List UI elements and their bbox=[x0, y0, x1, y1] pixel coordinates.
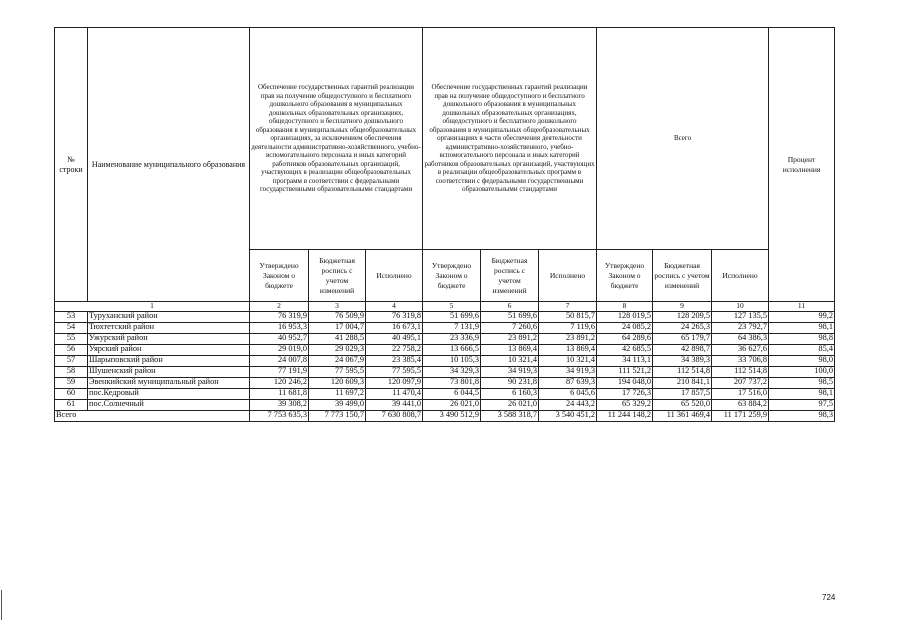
value-c4: 40 495,1 bbox=[366, 333, 423, 344]
value-c6: 26 021,0 bbox=[481, 399, 539, 410]
value-c5: 6 044,5 bbox=[423, 388, 481, 399]
percent-value: 85,4 bbox=[769, 344, 835, 355]
total-value-c7: 3 540 451,2 bbox=[539, 410, 597, 421]
value-c10: 17 516,0 bbox=[712, 388, 769, 399]
percent-value: 98,8 bbox=[769, 333, 835, 344]
value-c8: 65 329,2 bbox=[597, 399, 653, 410]
value-c4: 120 097,9 bbox=[366, 377, 423, 388]
total-value-c3: 7 773 150,7 bbox=[309, 410, 366, 421]
value-c2: 11 681,8 bbox=[250, 388, 309, 399]
value-c8: 194 048,0 bbox=[597, 377, 653, 388]
value-c10: 64 386,3 bbox=[712, 333, 769, 344]
total-value-c2: 7 753 635,3 bbox=[250, 410, 309, 421]
subheader-executed-3: Исполнено bbox=[712, 250, 769, 302]
value-c6: 34 919,3 bbox=[481, 366, 539, 377]
value-c8: 24 085,2 bbox=[597, 322, 653, 333]
value-c10: 33 706,8 bbox=[712, 355, 769, 366]
municipality-name: пос.Солнечный bbox=[88, 399, 250, 410]
municipality-name: Эвенкийский муниципальный район bbox=[88, 377, 250, 388]
value-c3: 77 595,5 bbox=[309, 366, 366, 377]
percent-value: 100,0 bbox=[769, 366, 835, 377]
subheader-approved-3: Утверждено Законом о бюджете bbox=[597, 250, 653, 302]
row-index: 61 bbox=[55, 399, 88, 410]
value-c3: 41 288,5 bbox=[309, 333, 366, 344]
column-number-4: 4 bbox=[366, 302, 423, 312]
header-group-total: Всего bbox=[597, 28, 769, 250]
value-c9: 17 857,5 bbox=[653, 388, 712, 399]
value-c10: 112 514,8 bbox=[712, 366, 769, 377]
table-row bbox=[55, 333, 835, 344]
subheader-approved-1: Утверждено Законом о бюджете bbox=[250, 250, 309, 302]
table-row bbox=[55, 344, 835, 355]
municipality-name: Ужурский район bbox=[88, 333, 250, 344]
value-c9: 128 209,5 bbox=[653, 311, 712, 322]
value-c3: 39 499,0 bbox=[309, 399, 366, 410]
value-c9: 112 514,8 bbox=[653, 366, 712, 377]
percent-value: 98,1 bbox=[769, 388, 835, 399]
budget-execution-table bbox=[54, 27, 835, 422]
value-c5: 26 021,0 bbox=[423, 399, 481, 410]
value-c4: 16 673,1 bbox=[366, 322, 423, 333]
page-number: 724 bbox=[822, 593, 836, 602]
value-c7: 87 639,3 bbox=[539, 377, 597, 388]
value-c6: 51 699,6 bbox=[481, 311, 539, 322]
value-c9: 65 179,7 bbox=[653, 333, 712, 344]
value-c5: 7 131,9 bbox=[423, 322, 481, 333]
percent-value: 97,5 bbox=[769, 399, 835, 410]
percent-value: 99,2 bbox=[769, 311, 835, 322]
total-value-c11: 98,3 bbox=[769, 410, 835, 421]
value-c7: 10 321,4 bbox=[539, 355, 597, 366]
column-number-2: 2 bbox=[250, 302, 309, 312]
value-c5: 51 699,6 bbox=[423, 311, 481, 322]
column-number-10: 10 bbox=[712, 302, 769, 312]
subheader-budget-1: Бюджетная роспись с учетом изменений bbox=[309, 250, 366, 302]
row-index: 57 bbox=[55, 355, 88, 366]
total-value-c9: 11 361 469,4 bbox=[653, 410, 712, 421]
value-c8: 34 113,1 bbox=[597, 355, 653, 366]
row-index: 59 bbox=[55, 377, 88, 388]
value-c3: 17 004,7 bbox=[309, 322, 366, 333]
value-c9: 65 520,0 bbox=[653, 399, 712, 410]
value-c10: 207 737,2 bbox=[712, 377, 769, 388]
row-index: 58 bbox=[55, 366, 88, 377]
value-c2: 77 191,9 bbox=[250, 366, 309, 377]
value-c10: 63 884,2 bbox=[712, 399, 769, 410]
row-index: 56 bbox=[55, 344, 88, 355]
column-number-6: 6 bbox=[481, 302, 539, 312]
edge-mark bbox=[1, 590, 2, 620]
column-number-8: 8 bbox=[597, 302, 653, 312]
value-c8: 111 521,2 bbox=[597, 366, 653, 377]
value-c6: 90 231,8 bbox=[481, 377, 539, 388]
value-c3: 29 029,3 bbox=[309, 344, 366, 355]
percent-value: 98,1 bbox=[769, 322, 835, 333]
percent-value: 98,5 bbox=[769, 377, 835, 388]
value-c6: 13 869,4 bbox=[481, 344, 539, 355]
value-c2: 16 953,3 bbox=[250, 322, 309, 333]
value-c5: 10 105,3 bbox=[423, 355, 481, 366]
table-row bbox=[55, 377, 835, 388]
value-c3: 24 067,9 bbox=[309, 355, 366, 366]
subheader-executed-1: Исполнено bbox=[366, 250, 423, 302]
header-group-general-staff: Обеспечение государственных гарантий реализации прав на получение общедоступного и бесплатного дошкольного образования в муниципальных дошкольных образовательных организациях, общедоступного и бесплатного дошкольного образования в муниципальных общеобразовательных организациях, за исключением обеспечения деятельности административно-хозяйственного, учебно-вспомогательного персонала и иных категорий работников образовательных организаций, участвующих в реализации общеобразовательных программ в соответствии с федеральными государственными образовательными стандартами bbox=[250, 28, 423, 250]
value-c6: 6 160,3 bbox=[481, 388, 539, 399]
row-index: 53 bbox=[55, 311, 88, 322]
municipality-name: Шушенский район bbox=[88, 366, 250, 377]
value-c2: 40 952,7 bbox=[250, 333, 309, 344]
value-c7: 34 919,3 bbox=[539, 366, 597, 377]
value-c7: 7 119,6 bbox=[539, 322, 597, 333]
table-row bbox=[55, 366, 835, 377]
value-c8: 17 726,3 bbox=[597, 388, 653, 399]
total-label: Всего bbox=[55, 410, 250, 421]
value-c7: 6 045,6 bbox=[539, 388, 597, 399]
value-c4: 22 758,2 bbox=[366, 344, 423, 355]
total-value-c4: 7 630 808,7 bbox=[366, 410, 423, 421]
value-c9: 24 265,3 bbox=[653, 322, 712, 333]
value-c9: 42 898,7 bbox=[653, 344, 712, 355]
value-c3: 76 509,9 bbox=[309, 311, 366, 322]
subheader-budget-2: Бюджетная роспись с учетом изменений bbox=[481, 250, 539, 302]
value-c5: 73 801,8 bbox=[423, 377, 481, 388]
value-c6: 23 891,2 bbox=[481, 333, 539, 344]
value-c5: 23 336,9 bbox=[423, 333, 481, 344]
municipality-name: Тюхтетский район bbox=[88, 322, 250, 333]
value-c10: 23 792,7 bbox=[712, 322, 769, 333]
value-c2: 24 007,8 bbox=[250, 355, 309, 366]
value-c4: 39 441,0 bbox=[366, 399, 423, 410]
value-c5: 34 329,3 bbox=[423, 366, 481, 377]
value-c7: 24 443,2 bbox=[539, 399, 597, 410]
municipality-name: Шарыповский район bbox=[88, 355, 250, 366]
value-c7: 13 869,4 bbox=[539, 344, 597, 355]
subheader-approved-2: Утверждено Законом о бюджете bbox=[423, 250, 481, 302]
value-c7: 50 815,7 bbox=[539, 311, 597, 322]
header-municipality-name: Наименование муниципального образования bbox=[88, 28, 250, 302]
header-group-support-staff: Обеспечение государственных гарантий реализации прав на получение общедоступного и бесплатного дошкольного образования в муниципальных дошкольных образовательных организациях, общедоступного и бесплатного дошкольного образования в муниципальных общеобразовательных организациях в части обеспечения деятельности административно-хозяйственного, учебно-вспомогательного персонала и иных категорий работников образовательных организаций, участвующих в реализации общеобразовательных программ в соответствии с федеральными государственными образовательными стандартами bbox=[423, 28, 597, 250]
total-row bbox=[55, 410, 835, 421]
value-c10: 127 135,5 bbox=[712, 311, 769, 322]
column-number-5: 5 bbox=[423, 302, 481, 312]
column-number-3: 3 bbox=[309, 302, 366, 312]
value-c6: 10 321,4 bbox=[481, 355, 539, 366]
subheader-executed-2: Исполнено bbox=[539, 250, 597, 302]
value-c3: 120 609,3 bbox=[309, 377, 366, 388]
municipality-name: пос.Кедровый bbox=[88, 388, 250, 399]
value-c2: 76 319,9 bbox=[250, 311, 309, 322]
value-c2: 39 308,2 bbox=[250, 399, 309, 410]
value-c4: 77 595,5 bbox=[366, 366, 423, 377]
column-number-1: 1 bbox=[55, 302, 250, 312]
value-c8: 128 019,5 bbox=[597, 311, 653, 322]
column-number-9: 9 bbox=[653, 302, 712, 312]
table-row bbox=[55, 388, 835, 399]
table-row bbox=[55, 355, 835, 366]
value-c5: 13 666,5 bbox=[423, 344, 481, 355]
table-row bbox=[55, 322, 835, 333]
total-value-c5: 3 490 512,9 bbox=[423, 410, 481, 421]
value-c4: 76 319,8 bbox=[366, 311, 423, 322]
percent-value: 98,0 bbox=[769, 355, 835, 366]
value-c8: 64 289,6 bbox=[597, 333, 653, 344]
value-c2: 120 246,2 bbox=[250, 377, 309, 388]
value-c4: 11 470,4 bbox=[366, 388, 423, 399]
table-row bbox=[55, 311, 835, 322]
column-number-7: 7 bbox=[539, 302, 597, 312]
value-c6: 7 260,6 bbox=[481, 322, 539, 333]
row-index: 60 bbox=[55, 388, 88, 399]
value-c8: 42 685,5 bbox=[597, 344, 653, 355]
row-index: 55 bbox=[55, 333, 88, 344]
value-c10: 36 627,6 bbox=[712, 344, 769, 355]
municipality-name: Уярский район bbox=[88, 344, 250, 355]
row-index: 54 bbox=[55, 322, 88, 333]
value-c2: 29 019,0 bbox=[250, 344, 309, 355]
header-row-number: № строки bbox=[55, 28, 88, 302]
value-c9: 34 389,3 bbox=[653, 355, 712, 366]
header-percent: Процент исполнения bbox=[769, 28, 835, 302]
total-value-c6: 3 588 318,7 bbox=[481, 410, 539, 421]
municipality-name: Туруханский район bbox=[88, 311, 250, 322]
value-c3: 11 697,2 bbox=[309, 388, 366, 399]
value-c4: 23 385,4 bbox=[366, 355, 423, 366]
subheader-budget-3: Бюджетная роспись с учетом изменений bbox=[653, 250, 712, 302]
total-value-c8: 11 244 148,2 bbox=[597, 410, 653, 421]
table-row bbox=[55, 399, 835, 410]
value-c9: 210 841,1 bbox=[653, 377, 712, 388]
column-number-11: 11 bbox=[769, 302, 835, 312]
total-value-c10: 11 171 259,9 bbox=[712, 410, 769, 421]
value-c7: 23 891,2 bbox=[539, 333, 597, 344]
